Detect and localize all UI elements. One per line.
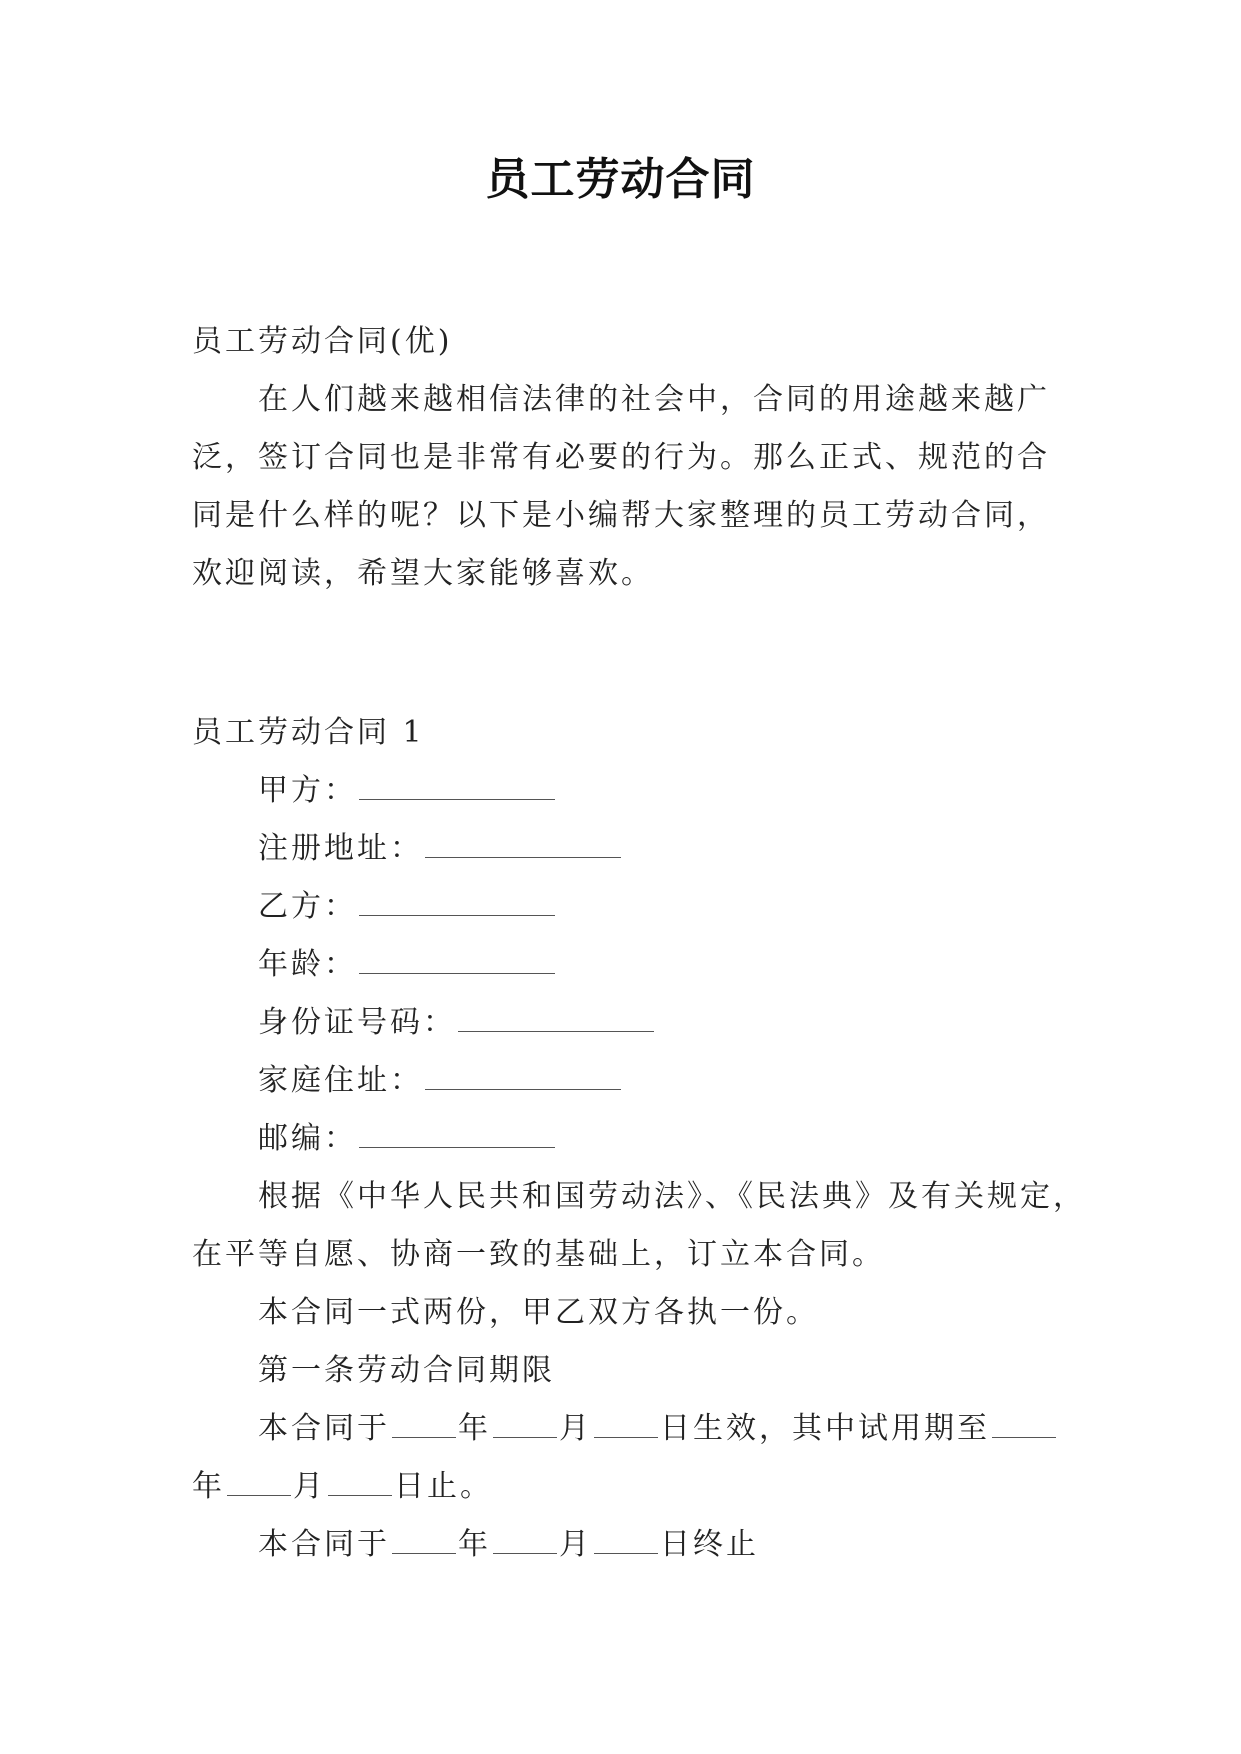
text-segment: 月 bbox=[293, 1469, 326, 1504]
blank-line bbox=[992, 1436, 1056, 1438]
field-label: 家庭住址： bbox=[258, 1063, 423, 1098]
text-segment: 年 bbox=[458, 1527, 491, 1562]
blank-line bbox=[493, 1552, 557, 1554]
blank-line bbox=[392, 1552, 456, 1554]
copies-paragraph: 本合同一式两份，甲乙双方各执一份。 bbox=[258, 1295, 819, 1330]
basis-paragraph-line: 在平等自愿、协商一致的基础上，订立本合同。 bbox=[192, 1237, 885, 1272]
intro-section bbox=[192, 313, 1072, 603]
field-label: 邮编： bbox=[258, 1121, 357, 1156]
basis-paragraph-line: 根据《中华人民共和国劳动法》、《民法典》及有关规定， bbox=[258, 1179, 1086, 1214]
blank-line bbox=[328, 1494, 392, 1496]
effective-date-line bbox=[192, 1400, 1072, 1458]
text-segment: 日止。 bbox=[394, 1469, 493, 1504]
intro-paragraph-line: 在人们越来越相信法律的社会中，合同的用途越来越广 bbox=[258, 382, 1050, 417]
text-segment: 本合同于 bbox=[258, 1527, 390, 1562]
text-segment: 日终止 bbox=[660, 1527, 759, 1562]
text-segment: 月 bbox=[559, 1527, 592, 1562]
field-label: 乙方： bbox=[258, 889, 357, 924]
blank-line bbox=[594, 1436, 658, 1438]
text-segment: 年 bbox=[458, 1411, 491, 1446]
field-age bbox=[192, 936, 1072, 994]
blank-line bbox=[359, 914, 555, 916]
document-title: 员工劳动合同 bbox=[485, 154, 756, 205]
field-home-address bbox=[192, 1052, 1072, 1110]
field-label: 身份证号码： bbox=[258, 1005, 456, 1040]
field-registered-address bbox=[192, 820, 1072, 878]
text-segment: 日生效，其中试用期至 bbox=[660, 1411, 990, 1446]
field-label: 注册地址： bbox=[258, 831, 423, 866]
blank-line bbox=[425, 856, 621, 858]
probation-end-line bbox=[192, 1458, 1072, 1516]
field-id-number bbox=[192, 994, 1072, 1052]
blank-line bbox=[392, 1436, 456, 1438]
blank-line bbox=[425, 1088, 621, 1090]
text-segment: 月 bbox=[559, 1411, 592, 1446]
text-segment: 年 bbox=[192, 1469, 225, 1504]
contract-section bbox=[192, 704, 1086, 1574]
field-party-b bbox=[192, 878, 1072, 936]
intro-paragraph-line: 泛，签订合同也是非常有必要的行为。那么正式、规范的合 bbox=[192, 440, 1050, 475]
field-party-a bbox=[192, 762, 1072, 820]
text-segment: 本合同于 bbox=[258, 1411, 390, 1446]
blank-line bbox=[594, 1552, 658, 1554]
blank-line bbox=[227, 1494, 291, 1496]
intro-heading: 员工劳动合同(优) bbox=[192, 324, 453, 359]
field-postcode bbox=[192, 1110, 1072, 1168]
field-label: 年龄： bbox=[258, 947, 357, 982]
field-label: 甲方： bbox=[258, 773, 357, 808]
intro-paragraph-line: 欢迎阅读，希望大家能够喜欢。 bbox=[192, 556, 654, 591]
termination-date-line bbox=[192, 1516, 1072, 1574]
contract-heading: 员工劳动合同 1 bbox=[192, 715, 425, 750]
blank-line bbox=[359, 1146, 555, 1148]
blank-line bbox=[493, 1436, 557, 1438]
blank-line bbox=[359, 798, 555, 800]
intro-paragraph-line: 同是什么样的呢？以下是小编帮大家整理的员工劳动合同， bbox=[192, 498, 1050, 533]
article-1-title: 第一条劳动合同期限 bbox=[258, 1353, 555, 1388]
blank-line bbox=[458, 1030, 654, 1032]
blank-line bbox=[359, 972, 555, 974]
